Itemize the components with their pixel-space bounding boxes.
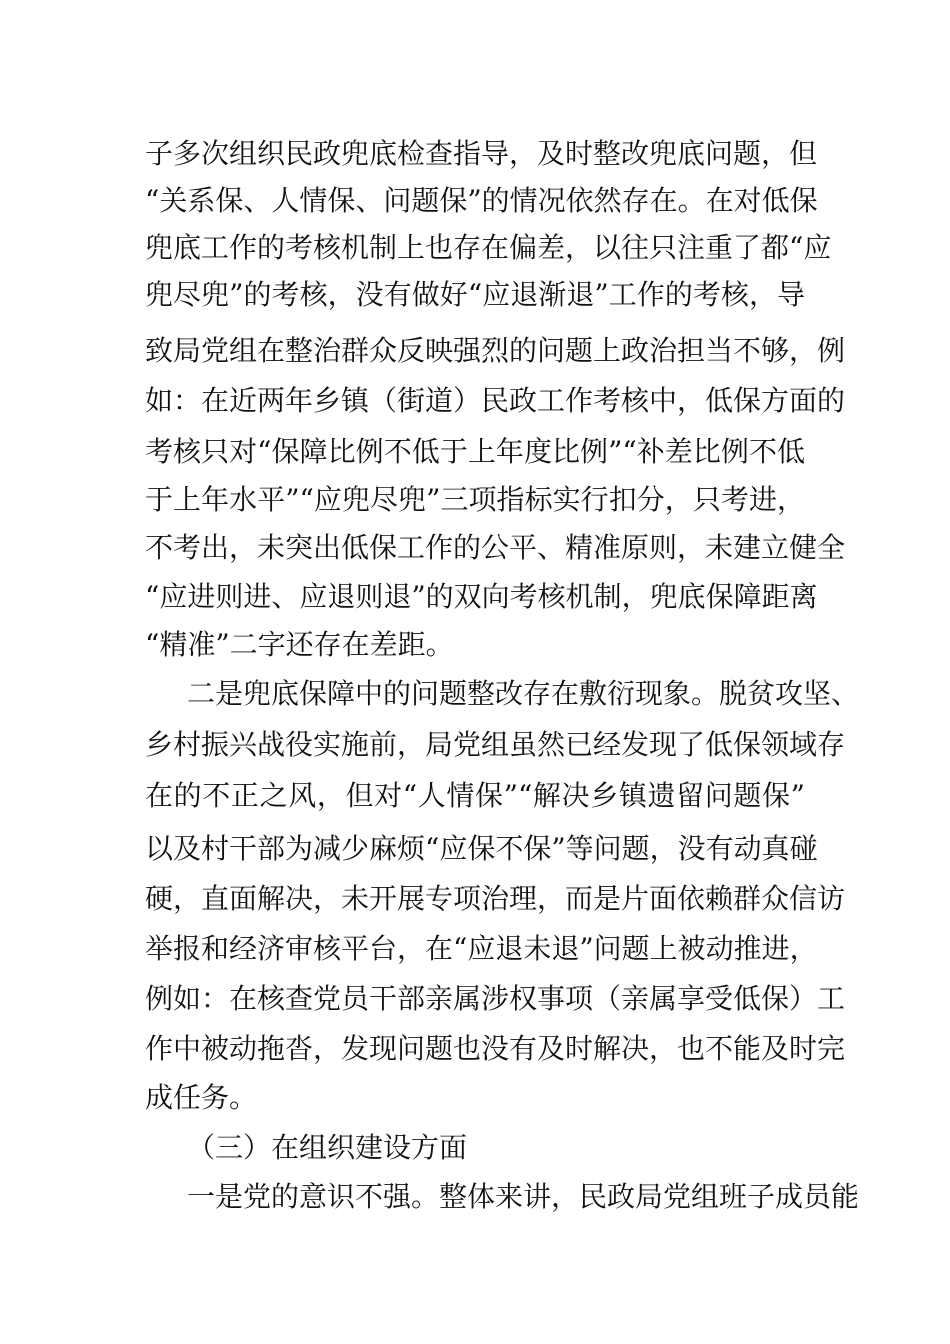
paragraph-line: 不考出，未突出低保工作的公平、精准原则，未建立健全 (145, 531, 846, 564)
paragraph-line: 兜尽兜”的考核，没有做好“应退渐退”工作的考核，导 (145, 278, 805, 311)
paragraph-line: 举报和经济审核平台，在“应退未退”问题上被动推进， (145, 932, 818, 965)
paragraph-line: 考核只对“保障比例不低于上年度比例”“补差比例不低 (145, 435, 805, 468)
paragraph-line: 例如：在核查党员干部亲属涉权事项（亲属享受低保）工 (145, 982, 846, 1015)
paragraph-line: 以及村干部为减少麻烦“应保不保”等问题，没有动真碰 (145, 832, 818, 865)
paragraph-line: 二是兜底保障中的问题整改存在敷衍现象。脱贫攻坚、 (187, 677, 860, 710)
paragraph-line: “关系保、人情保、问题保”的情况依然存在。在对低保 (145, 184, 818, 217)
paragraph-line: 作中被动拖沓，发现问题也没有及时解决，也不能及时完 (145, 1032, 846, 1065)
paragraph-line: 致局党组在整治群众反映强烈的问题上政治担当不够，例 (145, 334, 846, 367)
paragraph-line: “应进则进、应退则退”的双向考核机制，兜底保障距离 (145, 580, 818, 613)
paragraph-line: “精准”二字还存在差距。 (145, 628, 454, 661)
section-heading: （三）在组织建设方面 (187, 1131, 468, 1164)
paragraph-line: 一是党的意识不强。整体来讲，民政局党组班子成员能 (187, 1180, 860, 1213)
paragraph-line: 硬，直面解决，未开展专项治理，而是片面依赖群众信访 (145, 882, 846, 915)
paragraph-line: 成任务。 (145, 1081, 258, 1114)
paragraph-line: 兜底工作的考核机制上也存在偏差，以往只注重了都“应 (145, 231, 832, 264)
paragraph-line: 在的不正之风，但对“人情保”“解决乡镇遗留问题保” (145, 779, 805, 812)
paragraph-line: 子多次组织民政兜底检查指导，及时整改兜底问题，但 (145, 137, 818, 170)
paragraph-line: 于上年水平”“应兜尽兜”三项指标实行扣分，只考进， (145, 483, 805, 516)
paragraph-line: 如：在近两年乡镇（街道）民政工作考核中，低保方面的 (145, 384, 846, 417)
paragraph-line: 乡村振兴战役实施前，局党组虽然已经发现了低保领域存 (145, 728, 846, 761)
